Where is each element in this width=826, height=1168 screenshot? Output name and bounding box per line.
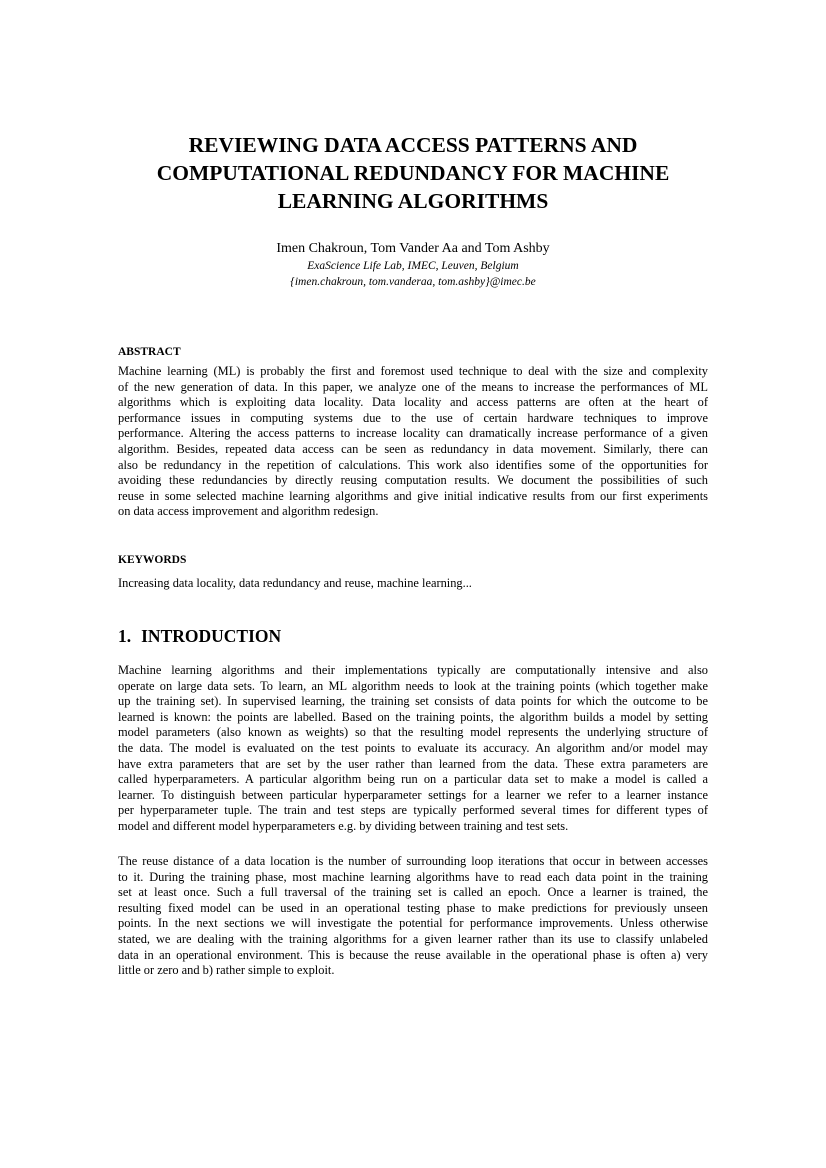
intro-line: resulting fixed model can be used in an operational testing phase to make predictions for previously unseen <box>118 900 708 915</box>
abstract-line: reuse in some selected machine learning algorithms and give initial indicative results from our first experiments <box>118 488 708 503</box>
section-title: INTRODUCTION <box>141 626 282 646</box>
intro-line: per hyperparameter tuple. The train and test steps are typically performed several times for different types of <box>118 803 708 818</box>
intro-line: the data. The model is evaluated on the test points to evaluate its accuracy. An algorithm and/or model may <box>118 740 708 755</box>
keywords-heading: KEYWORDS <box>118 554 187 566</box>
intro-line: little or zero and b) rather simple to exploit. <box>118 963 335 978</box>
author-list: Imen Chakroun, Tom Vander Aa and Tom Ashby <box>276 241 550 256</box>
abstract-heading: ABSTRACT <box>118 346 181 358</box>
intro-line: up the training set). In supervised learning, the training set consists of data points for which the outcome to be <box>118 694 708 709</box>
intro-line: data in an operational environment. This is because the reuse available in the operational phase is often a) very <box>118 947 708 962</box>
intro-line: The reuse distance of a data location is the number of surrounding loop iterations that occur in between accesses <box>118 854 708 868</box>
intro-paragraph-2 <box>118 854 708 979</box>
intro-line: model and different model hyperparameters e.g. by dividing between training and test sets. <box>118 818 569 833</box>
abstract-line: of the new generation of data. In this paper, we analyze one of the means to increase the performances of ML <box>118 379 708 394</box>
abstract-line: algorithm. Besides, repeated data access can be seen as redundancy in data movement. Similarly, there can <box>118 441 708 456</box>
title-line: COMPUTATIONAL REDUNDANCY FOR MACHINE <box>156 161 670 185</box>
affiliation-block <box>100 258 726 290</box>
abstract-line: avoiding these redundancies by directly reusing computation results. We document the possibilities of such <box>118 473 708 488</box>
intro-line: have extra parameters that are set by the user rather than learned from the data. These extra parameters are <box>118 756 708 771</box>
keywords-text: Increasing data locality, data redundancy and reuse, machine learning... <box>118 576 472 590</box>
abstract-line: on data access improvement and algorithm redesign. <box>118 504 379 519</box>
abstract-body <box>118 364 708 520</box>
intro-line: operate on large data sets. To learn, an ML algorithm needs to look at the training points (which together make <box>118 678 708 693</box>
intro-line: Machine learning algorithms and their implementations typically are computationally intensive and also <box>118 663 708 677</box>
abstract-line: Machine learning (ML) is probably the first and foremost used technique to deal with the size and complexity <box>118 364 708 378</box>
intro-line: set at least once. Such a full traversal of the training set is called an epoch. Once a learner is trained, the <box>118 885 708 900</box>
abstract-line: also be redundancy in the repetition of calculations. This work also identifies some of the opportunities for <box>118 457 708 472</box>
title-line: REVIEWING DATA ACCESS PATTERNS AND <box>188 133 638 157</box>
intro-paragraph-1 <box>118 663 708 835</box>
abstract-line: performance issues in computing systems due to the use of certain hardware techniques to improve <box>118 410 708 425</box>
section-heading-introduction <box>118 626 281 646</box>
affiliation: ExaScience Life Lab, IMEC, Leuven, Belgium <box>307 260 519 272</box>
author-emails: {imen.chakroun, tom.vanderaa, tom.ashby}@imec.be <box>290 276 536 288</box>
abstract-line: algorithms which is exploiting data locality. Data locality and access patterns are often at the heart of <box>118 395 708 410</box>
intro-line: points. In the next sections we will investigate the potential for performance improvements. Unless otherwise <box>118 916 708 931</box>
intro-line: learner. To distinguish between particular hyperparameter settings for a learner we refer to a learner instance <box>118 787 708 802</box>
intro-line: called hyperparameters. A particular algorithm being run on a particular data set to make a model is called a <box>118 772 708 787</box>
section-number: 1. <box>118 626 132 646</box>
intro-line: learned is known: the points are labelled. Based on the training points, the algorithm builds a model by setting <box>118 709 708 724</box>
intro-line: model parameters (also known as weights) so that the resulting model represents the underlying structure of <box>118 725 708 740</box>
paper-title <box>100 131 726 215</box>
abstract-line: performance. Altering the access patterns to increase locality can dramatically increase performance of a given <box>118 426 708 441</box>
intro-line: to it. During the training phase, most machine learning algorithms have to read each data point in the training <box>118 869 708 884</box>
intro-line: stated, we are dealing with the training algorithms for a given learner rather than its use to classify unlabeled <box>118 931 708 946</box>
title-line: LEARNING ALGORITHMS <box>277 189 549 213</box>
